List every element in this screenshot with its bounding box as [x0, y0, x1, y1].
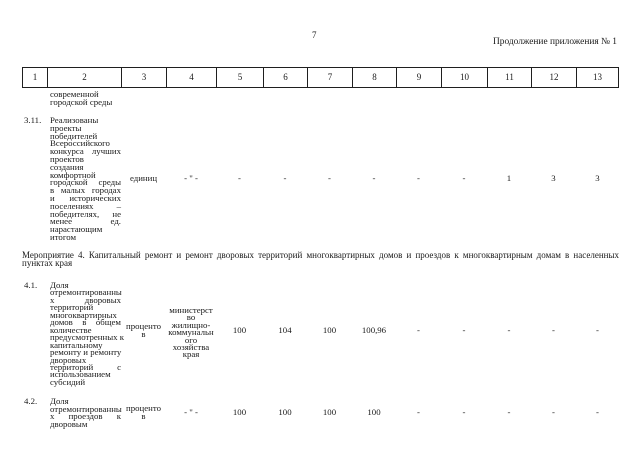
row-4-2-indicator-name [47, 398, 121, 428]
name-line: отремонтированны [50, 287, 122, 298]
name-line: Реализованы [50, 115, 99, 125]
row-4-2-value: - [507, 407, 511, 417]
row-4-1-responsible [166, 307, 216, 359]
name-line: нарастающим [50, 224, 103, 235]
unit-line: проценто [126, 403, 161, 413]
responsible-line: жилищно- [171, 319, 211, 330]
column-number: 10 [441, 68, 487, 87]
row-4-2-number: 4.2. [24, 396, 38, 406]
row-3-11-unit: единиц [129, 173, 158, 183]
name-line: проекты [50, 122, 82, 133]
name-line: количестве [50, 324, 92, 335]
row-3-11-value: 3 [551, 173, 556, 183]
responsible-line: края [182, 349, 200, 360]
row-4-2-value: - [552, 407, 555, 417]
row-4-1-value: 100 [232, 325, 247, 335]
column-number: 5 [216, 68, 263, 87]
column-number: 8 [352, 68, 396, 87]
name-line: дворовых [50, 354, 87, 365]
row-4-1-unit [121, 323, 166, 338]
column-number: 4 [166, 68, 216, 87]
row-4-2-value: - [596, 407, 599, 417]
responsible-line: коммунальн [168, 327, 214, 338]
responsible-line: ого [184, 334, 198, 345]
name-line: победителей [50, 130, 98, 141]
row-4-1-value: - [596, 325, 599, 335]
name-line: домов в общем [50, 317, 121, 328]
column-number: 1 [22, 68, 47, 87]
row-3-11-value: - [283, 173, 287, 183]
row-4-2-value: - [417, 407, 420, 417]
column-number: 11 [487, 68, 531, 87]
row-4-2-value: 100 [232, 407, 247, 417]
name-line: Доля [50, 280, 69, 290]
column-number: 13 [576, 68, 619, 87]
row-4-2-value: - [462, 407, 466, 417]
page-number: 7 [312, 30, 317, 40]
unit-line: в [141, 328, 146, 339]
responsible-line: во [186, 312, 196, 323]
row-4-1-value: 100 [322, 325, 337, 335]
name-line: многоквартирных [50, 309, 117, 320]
unit-line: проценто [126, 321, 161, 331]
name-line: городской среды [50, 177, 121, 188]
responsible-line: министерст [169, 305, 213, 315]
row-4-1-value: - [552, 325, 555, 335]
name-line: Доля [50, 396, 69, 406]
row-4-2-value: 100 [367, 407, 381, 417]
row-4-1-value: - [507, 325, 511, 335]
row-4-1-number: 4.1. [24, 280, 38, 290]
name-line: территорий [50, 302, 94, 313]
row-4-1-value: 104 [278, 325, 292, 335]
row-3-11-value: - [328, 173, 331, 183]
row-3-11-number: 3.11. [24, 115, 42, 125]
column-number: 7 [307, 68, 352, 87]
row-3-11-value: - [417, 173, 420, 183]
name-line: территорий с [50, 361, 121, 372]
column-number: 6 [263, 68, 307, 87]
column-number: 3 [121, 68, 166, 87]
row-4-2-value: 100 [278, 407, 292, 417]
section-4-title [22, 251, 619, 267]
row-4-1-value: - [417, 325, 420, 335]
row-3-11-value: - [372, 173, 376, 183]
name-line: Всероссийского [50, 138, 110, 149]
unit-line: в [141, 410, 146, 421]
row-4-1-value: - [462, 325, 466, 335]
name-line: предусмотренных к [50, 332, 124, 343]
name-line: конкурса лучших [50, 146, 121, 157]
appendix-continuation-note: Продолжение приложения № 1 [493, 37, 617, 47]
column-number: 9 [396, 68, 441, 87]
row-3-11-value: - [238, 173, 241, 183]
name-line: менее ед. [50, 216, 121, 227]
carryover-line: городской среды [50, 97, 113, 107]
name-line: субсидий [50, 376, 86, 387]
name-line: поселениях – [50, 200, 121, 211]
column-number: 2 [47, 68, 121, 87]
name-line: ремонту и ремонту [50, 347, 122, 358]
name-line: капитальному [50, 339, 103, 350]
responsible-line: хозяйства [172, 342, 210, 353]
name-line: отремонтированны [50, 403, 122, 414]
carryover-text [47, 90, 121, 106]
row-3-11-indicator-name [47, 117, 121, 242]
row-3-11-value: 3 [595, 173, 600, 183]
row-4-2-unit [121, 405, 166, 421]
name-line: х проездов к [50, 411, 121, 422]
row-4-1-indicator-name [47, 280, 124, 387]
row-4-2-value: 100 [322, 407, 337, 417]
name-line: х дворовых [50, 294, 121, 305]
column-number: 12 [531, 68, 576, 87]
name-line: итогом [50, 231, 77, 242]
name-line: дворовым [50, 418, 88, 429]
row-3-11-value: 1 [506, 173, 512, 183]
section-title-line: Мероприятие 4. Капитальный ремонт и ремонт дворовых территорий многоквартирных домов и проездов к многоквартирным домам в населенных [22, 250, 619, 260]
name-line: и исторических [50, 192, 121, 203]
table-header-row [22, 67, 619, 88]
name-line: победителях, не [50, 208, 121, 219]
name-line: создания [50, 161, 84, 172]
carryover-line: современной [50, 89, 99, 99]
name-line: комфортной [50, 169, 96, 180]
name-line: использованием [50, 369, 111, 380]
row-4-2-responsible: - " - [184, 407, 198, 417]
row-3-11-value: - [462, 173, 466, 183]
row-3-11-responsible: - " - [184, 173, 198, 183]
section-title-line: пунктах края [22, 258, 73, 268]
name-line: проектов [50, 153, 84, 164]
row-4-1-value: 100,96 [361, 325, 387, 335]
name-line: в малых городах [50, 185, 121, 196]
